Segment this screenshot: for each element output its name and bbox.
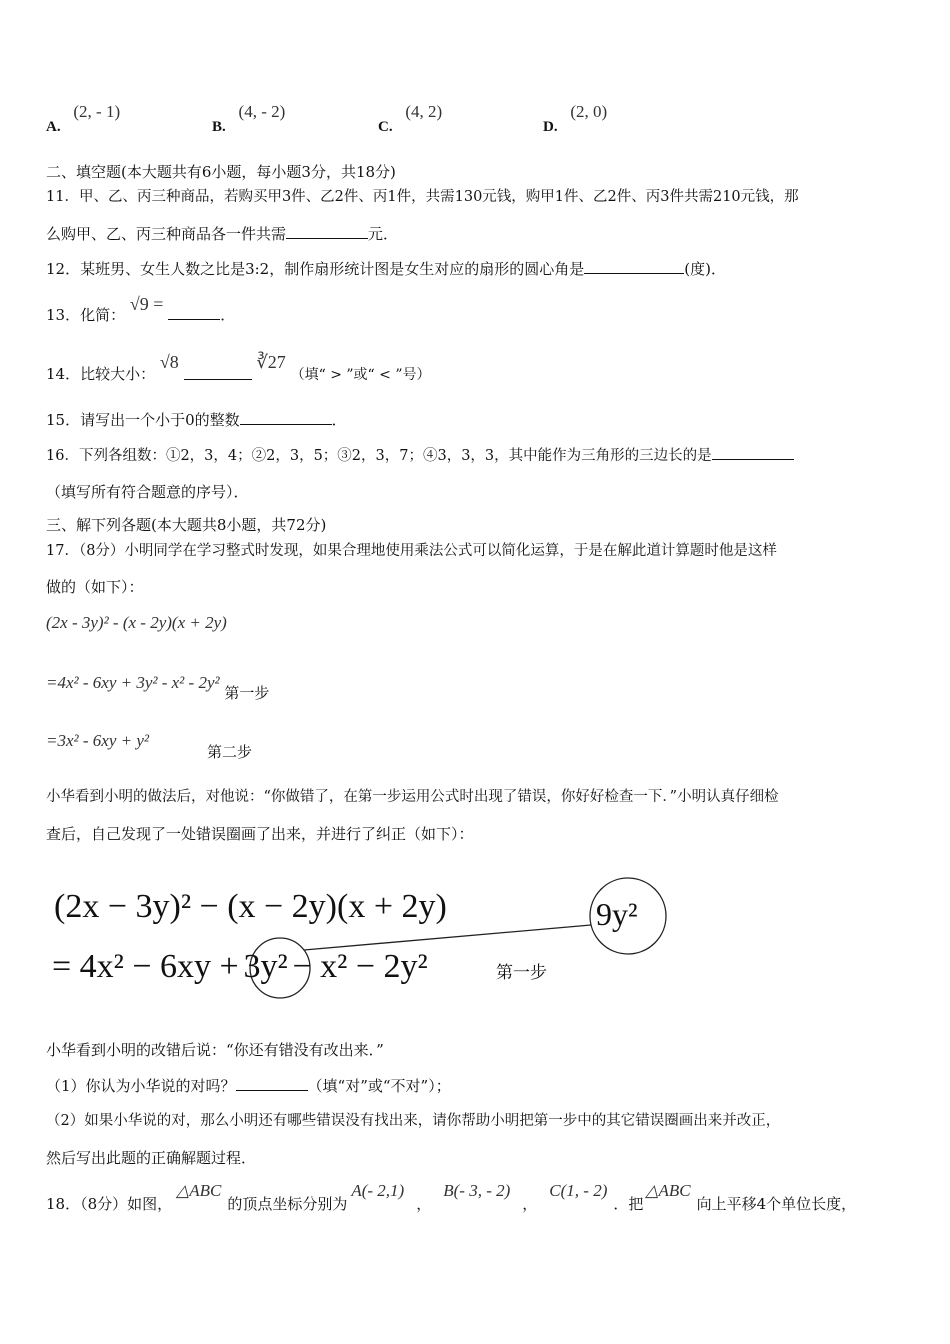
text: (度)． [684,260,726,278]
text: 14．比较大小： [46,365,156,383]
figure-line1: (2x − 3y)² − (x − 2y)(x + 2y) [54,888,447,925]
expression-step1 [46,672,270,702]
text: ．把 [613,1195,644,1213]
point-a: A(- 2,1) [351,1181,405,1200]
correction-figure [46,868,686,1008]
step2-label: 第二步 [207,743,253,761]
point-c: C(1, - 2) [549,1181,608,1200]
text: 的顶点坐标分别为 [227,1195,348,1213]
answer-blank [286,224,368,239]
comma: ， [522,1195,538,1213]
paragraph: 查后，自己发现了一处错误圈画了出来，并进行了纠正（如下）： [46,825,474,843]
answer-blank [168,305,220,320]
triangle-abc: △ABC [645,1181,691,1200]
question-16-line2: （填写所有符合题意的序号）． [46,483,249,501]
triangle-abc: △ABC [176,1181,222,1200]
text: 向上平移4个单位长度， [696,1195,857,1213]
step1-label: 第一步 [224,684,270,702]
question-18 [46,1180,857,1213]
option-letter: A. [46,119,61,135]
question-11-line2 [46,224,398,244]
option-value: (4, - 2) [238,102,286,121]
option-c [378,102,443,135]
question-11-line1: 11．甲、乙、丙三种商品，若购买甲3件、乙2件、丙1件，共需130元钱，购甲1件、乙2件、丙3件共需210元钱，那 [46,189,799,205]
question-12 [46,259,726,279]
figure-circled-term: 3y² [243,948,288,985]
option-value: (4, 2) [405,102,443,121]
figure-step-label: 第一步 [496,963,547,983]
figure-line2 [52,948,428,986]
connector-line [304,925,591,950]
text: ． [220,306,236,324]
text: ． [331,411,347,429]
section-title: 二、填空题(本大题共有6小题，每小题3分，共18分) [46,163,396,181]
paragraph: 小华看到小明的改错后说：“你还有错没有改出来．” [46,1041,384,1059]
text: 16．下列各组数：①2，3，4；②2，3，5；③2，3，7；④3，3，3，其中能作为三角形的三边长的是 [46,448,712,464]
sub-question-1 [46,1076,451,1096]
text: （填“ > ”或“ < ”号） [290,367,431,383]
comma: ， [416,1195,432,1213]
paragraph: 小华看到小明的做法后，对他说：“你做错了，在第一步运用公式时出现了错误，你好好检查一下．”小明认真仔细检 [46,789,779,805]
question-13 [46,294,236,324]
answer-blank [236,1076,308,1091]
cbrt-27: ∛27 [256,352,286,372]
option-b [212,102,286,135]
text: 元． [368,225,399,243]
option-value: (2, 0) [570,102,608,121]
text: （1）你认为小华说的对吗？ [46,1077,236,1095]
step1-math: =4x² - 6xy + 3y² - x² - 2y² [46,673,220,692]
question-17-line2: 做的（如下）： [46,578,144,596]
section-title: 三、解下列各题(本大题共8小题，共72分) [46,516,327,534]
text: 15．请写出一个小于0的整数 [46,411,240,429]
option-a [46,102,121,135]
text: 18．（8分）如图， [46,1195,173,1213]
option-letter: B. [212,119,226,135]
text: 么购甲、乙、丙三种商品各一件共需 [46,225,287,243]
answer-blank [584,259,684,274]
figure-line2-a: = 4x² − 6xy + [52,948,239,985]
figure-correction: 9y² [596,896,638,932]
text: （填“对”或“不对”）； [307,1077,451,1095]
answer-blank [712,445,794,460]
sub-question-2-line1: （2）如果小华说的对，那么小明还有哪些错误没有找出来，请你帮助小明把第一步中的其它错误圈画出来并改正， [46,1113,781,1129]
text: 13．化简： [46,306,126,324]
sqrt-8: √8 [159,352,179,372]
option-value: (2, - 1) [73,102,121,121]
answer-blank [184,365,252,380]
answer-blank [240,410,332,425]
option-d [543,102,608,135]
question-14 [46,352,431,383]
expression-original: (2x - 3y)² - (x - 2y)(x + 2y) [46,613,227,632]
question-15 [46,410,347,430]
point-b: B(- 3, - 2) [443,1181,511,1200]
option-letter: C. [378,119,393,135]
expression-step2 [46,731,149,751]
question-16-line1 [46,445,794,466]
sub-question-2-line2: 然后写出此题的正确解题过程． [46,1149,257,1167]
step2-math: =3x² - 6xy + y² [46,731,149,750]
figure-line2-b: − x² − 2y² [292,948,428,985]
sqrt-expression: √9 = [129,294,164,314]
text: 12．某班男、女生人数之比是3:2，制作扇形统计图是女生对应的扇形的圆心角是 [46,260,585,278]
option-letter: D. [543,119,558,135]
question-17-line1: 17．（8分）小明同学在学习整式时发现，如果合理地使用乘法公式可以简化运算，于是在解此道计算题时他是这样 [46,543,777,559]
